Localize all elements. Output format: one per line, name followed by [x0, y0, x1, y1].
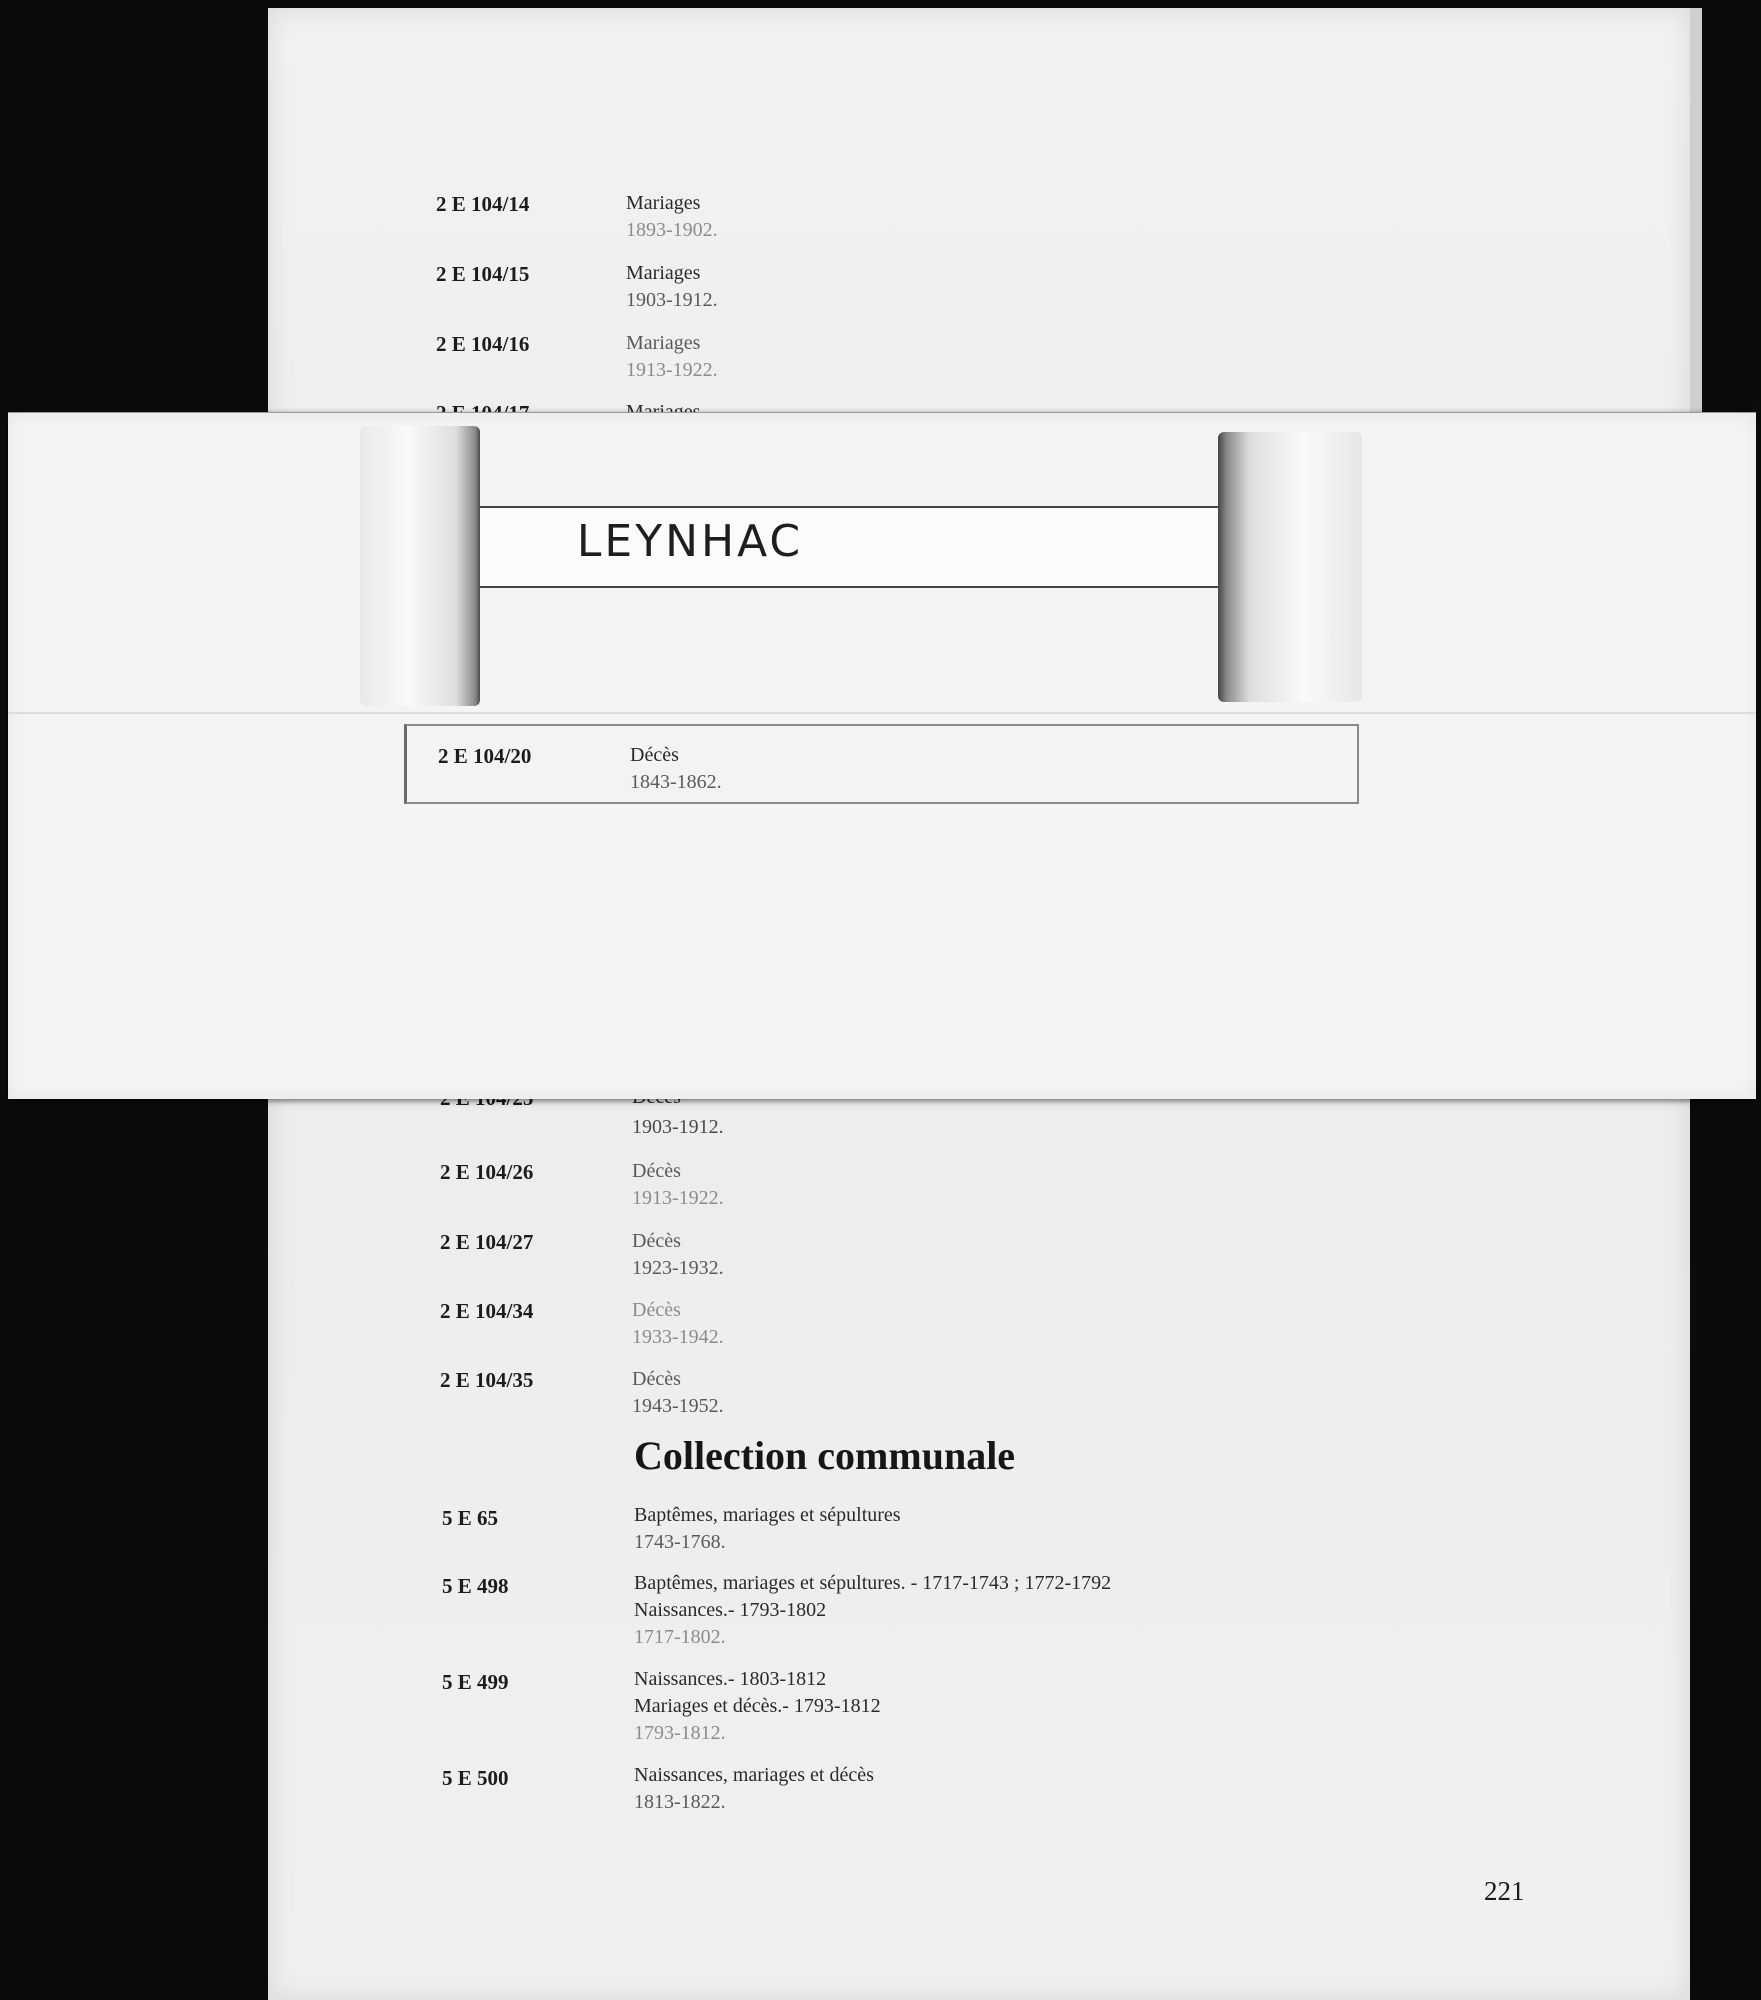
entry-title: Décès [632, 1160, 681, 1182]
entry-dates: 1913-1922. [626, 359, 718, 381]
entry-line: Naissances.- 1803-1812 [634, 1668, 827, 1690]
entry-description [632, 1228, 724, 1282]
entry-description [634, 1570, 1111, 1651]
handwritten-label: LEYNHAC [576, 516, 804, 567]
entry-dates: 1813-1822. [634, 1791, 726, 1813]
entry-description [632, 1366, 724, 1420]
entry-dates: 1923-1932. [632, 1257, 724, 1279]
entry-dates: 1893-1902. [626, 219, 718, 241]
entry-title: Décès [632, 1299, 681, 1321]
entry-description [630, 742, 722, 796]
entry-description [626, 330, 718, 384]
entry-line: Baptêmes, mariages et sépultures [634, 1504, 901, 1526]
entry-code: 2 E 104/14 [436, 192, 530, 216]
strap-left-loop [360, 426, 480, 706]
entry-code: 5 E 65 [442, 1506, 499, 1530]
entry-title: Décès [632, 1368, 681, 1390]
entry-title: Décès [632, 1230, 681, 1252]
entry-code: 5 E 498 [442, 1574, 509, 1598]
page-number: 221 [1484, 1876, 1525, 1906]
entry-code: 2 E 104/26 [440, 1160, 534, 1184]
entry-dates: 1903-1912. [632, 1116, 724, 1138]
entry-description [634, 1762, 874, 1816]
entry-dates: 1793-1812. [634, 1722, 726, 1744]
entry-code: 2 E 104/15 [436, 262, 530, 286]
entry-title: Décès [630, 744, 679, 766]
entry-line: Mariages et décès.- 1793-1812 [634, 1695, 881, 1717]
entry-title: Mariages [626, 262, 701, 284]
entry-code: 2 E 104/34 [440, 1299, 534, 1323]
page-edge [1690, 8, 1702, 418]
label-strap [360, 426, 1362, 706]
entry-title: Mariages [626, 332, 701, 354]
entry-dates: 1743-1768. [634, 1531, 726, 1553]
section-heading: Collection communale [634, 1433, 1016, 1478]
entry-code: 2 E 104/27 [440, 1230, 534, 1254]
entry-description [632, 1158, 724, 1212]
entry-description [632, 1297, 724, 1351]
entry-code: 5 E 500 [442, 1766, 509, 1790]
entry-description [634, 1502, 901, 1556]
entry-description [634, 1666, 881, 1747]
entry-code: 2 E 104/20 [438, 744, 532, 768]
entry-code: 5 E 499 [442, 1670, 509, 1694]
entry-dates: 1717-1802. [634, 1626, 726, 1648]
entry-code: 2 E 104/35 [440, 1368, 534, 1392]
entry-line: Naissances, mariages et décès [634, 1764, 874, 1786]
slip-entry-box [404, 724, 1359, 804]
entry-description [626, 260, 718, 314]
slip-crease [8, 712, 1756, 714]
entry-dates: 1943-1952. [632, 1395, 724, 1417]
entry-code: 2 E 104/16 [436, 332, 530, 356]
entry-line: Naissances.- 1793-1802 [634, 1599, 827, 1621]
entry-dates: 1933-1942. [632, 1326, 724, 1348]
strap-right-loop [1218, 432, 1362, 702]
entry-dates: 1903-1912. [626, 289, 718, 311]
entry-description [626, 190, 718, 244]
entry-title: Mariages [626, 192, 701, 214]
entry-dates: 1913-1922. [632, 1187, 724, 1209]
entry-line: Baptêmes, mariages et sépultures. - 1717-1743 ; 1772-1792 [634, 1572, 1112, 1594]
entry-dates: 1843-1862. [630, 771, 722, 793]
